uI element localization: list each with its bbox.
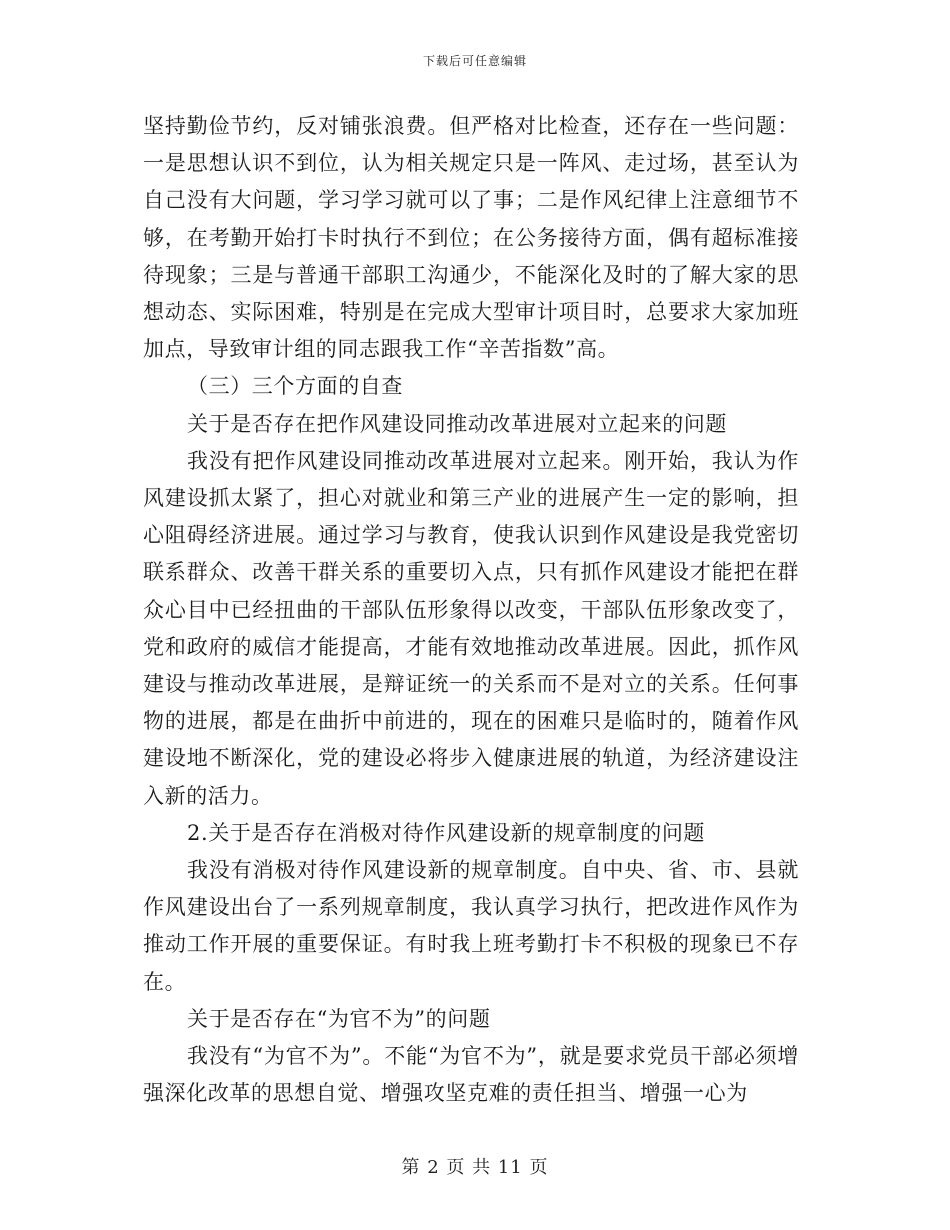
- document-body: [143, 108, 799, 1112]
- section-heading-three-aspects: （三）三个方面的自查: [187, 374, 403, 399]
- subheading-inaction-question: 关于是否存在“为官不为”的问题: [187, 1006, 491, 1031]
- paragraph-reform-answer: 我没有把作风建设同推动改革进展对立起来。刚开始，我认为作风建设抓太紧了，担心对就业和第三产业的进展产生一定的影响，担心阻碍经济进展。通过学习与教育，使我认识到作风建设是我党密切联系群众、改善干群关系的重要切入点，只有抓作风建设才能把在群众心目中已经扭曲的干部队伍形象得以改变，干部队伍形象改变了，党和政府的威信才能提高，才能有效地推动改革进展。因此，抓作风建设与推动改革进展，是辩证统一的关系而不是对立的关系。任何事物的进展，都是在曲折中前进的，现在的困难只是临时的，随着作风建设地不断深化，党的建设必将步入健康进展的轨道，为经济建设注入新的活力。: [143, 448, 799, 808]
- paragraph-continuation: 坚持勤俭节约，反对铺张浪费。但严格对比检查，还存在一些问题：一是思想认识不到位，认为相关规定只是一阵风、走过场，甚至认为自己没有大问题，学习学习就可以了事；二是作风纪律上注意细节不够，在考勤开始打卡时执行不到位；在公务接待方面，偶有超标准接待现象；三是与普通干部职工沟通少，不能深化及时的了解大家的思想动态、实际困难，特别是在完成大型审计项目时，总要求大家加班加点，导致审计组的同志跟我工作“辛苦指数”高。: [143, 114, 799, 362]
- subheading-reform-question: 关于是否存在把作风建设同推动改革进展对立起来的问题: [187, 411, 727, 436]
- subheading-regulations-question: 2.关于是否存在消极对待作风建设新的规章制度的问题: [187, 820, 706, 845]
- page-number-footer: 第 2 页 共 11 页: [401, 1157, 549, 1178]
- paragraph-inaction-answer: 我没有“为官不为”。不能“为官不为”，就是要求党员干部必须增强深化改革的思想自觉、增强攻坚克难的责任担当、增强一心为: [143, 1044, 799, 1106]
- paragraph-regulations-answer: 我没有消极对待作风建设新的规章制度。自中央、省、市、县就作风建设出台了一系列规章制度，我认真学习执行，把改进作风作为推动工作开展的重要保证。有时我上班考勤打卡不积极的现象已不存在。: [143, 858, 799, 994]
- page-header: 下载后可任意编辑: [422, 54, 527, 68]
